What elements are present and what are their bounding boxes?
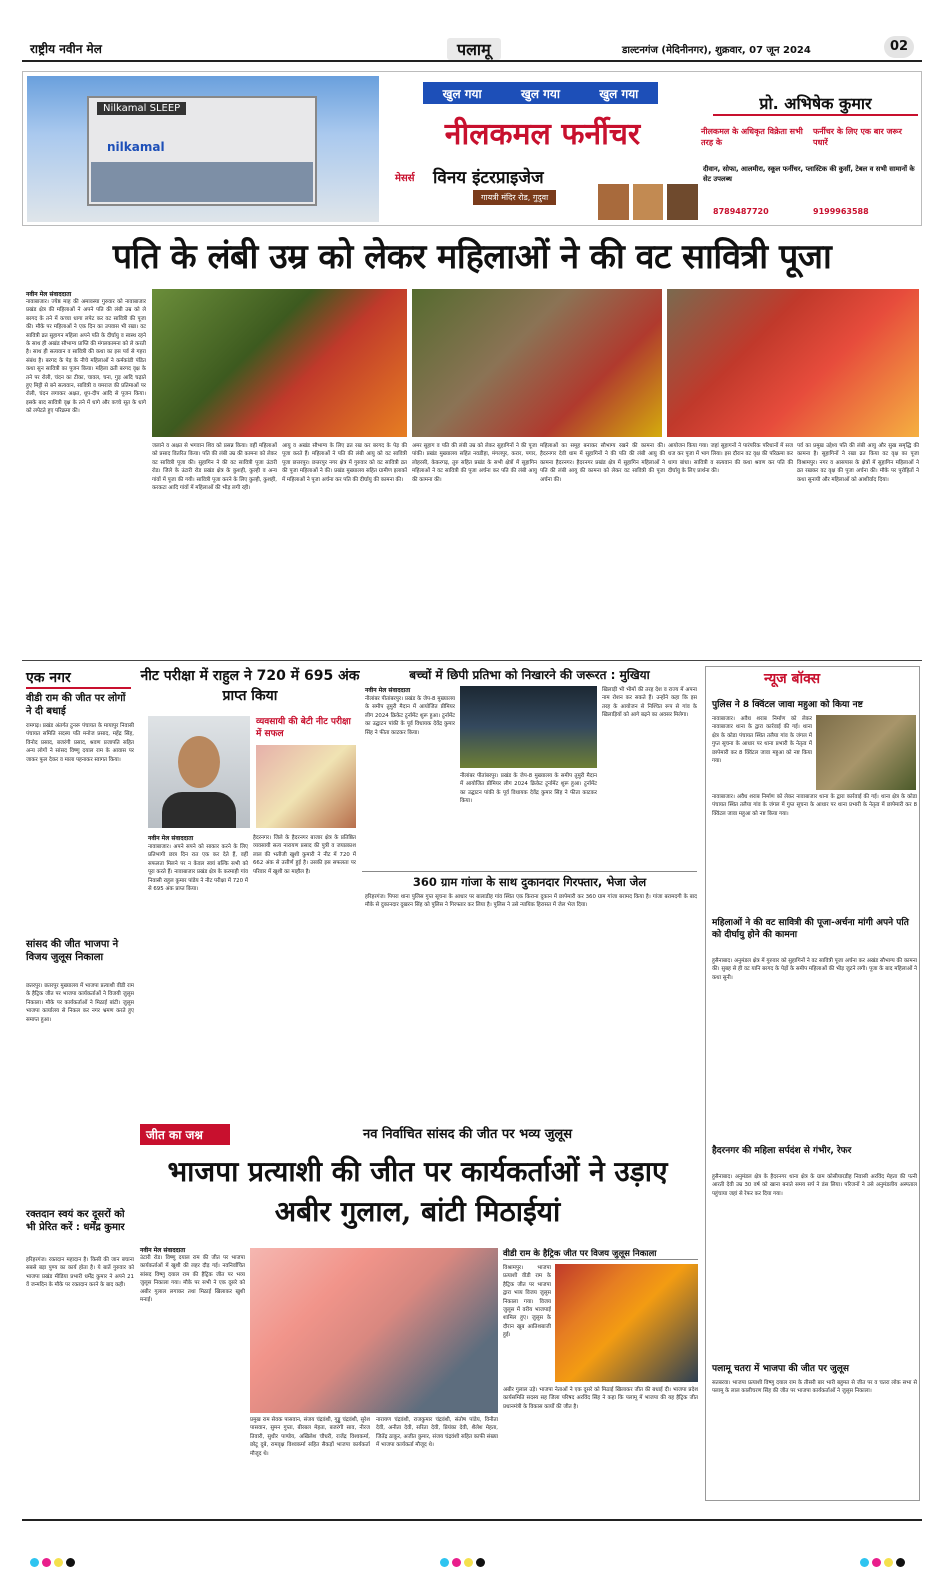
neet-byline: नवीन मेल संवाददाता: [148, 835, 194, 842]
victory-photo-2: [555, 1264, 698, 1382]
lead-col-7: पर्व का प्रमुख उद्देश्य पति की लंबी आयु और सुख समृद्धि की कामना है। सुहागिनों ने रखा व्रत किया वट वृक्ष का पूजा विश्रामपुर। नगर व आसपास के क्षेत्रों में सुहागिन महिलाओं ने व्रत रखकर वट वृक्ष की पूजा अर्चना की। मौके पर पुरोहितों ने कथा सुनायी और महिलाओं को आशीर्वाद दिया।: [797, 443, 919, 483]
student-face: [178, 736, 220, 788]
news-box-headline-1: पुलिस ने 8 क्विंटल जावा महुआ को किया नष्ट: [712, 700, 863, 710]
news-box-body-1b: नावाबाजार। अवैध शराब निर्माण को लेकर नावाबाजार थाना के द्वारा कार्रवाई की गई। थाना क्षेत्र के कोडा पंचायत स्थित तलैया गांव के जंगल में गुप्त सूचना के आधार पर थाना प्रभारी के नेतृत्व में छापेमारी कर 8 क्विंटल जावा महुआ को नष्ट किया गया।: [712, 794, 917, 817]
black-mark: [66, 1558, 75, 1567]
furniture-images: [598, 184, 698, 220]
victory-body-2: प्रमुख राम सेवक पासवान, संजय चंद्रवंशी, गुड्डू चंद्रवंशी, सुरेश पासवान, सुमन गुप्ता, बीरबल मेहता, बजरंगी साव, नीरज तिवारी, सुधीर पाण्डेय, अखिलेश चौधरी, राजेंद्र विश्वकर्मा, छोटू दुबे, रामवृक्ष विश्वकर्मा सहित सैकड़ों भाजपा कार्यकर्ता मौजूद थे।: [250, 1417, 370, 1457]
news-box-headline-3: हैदरनगर की महिला सर्पदंश से गंभीर, रेफर: [712, 1146, 852, 1156]
left-headline-1: वीडी राम की जीत पर लोगों ने दी बधाई: [26, 693, 126, 717]
victory-body-5: अबीर गुलाल उड़े। भाजपा नेताओं ने एक दूसरे को मिठाई खिलाकर जीत की बधाई दी। भाजपा प्रदेश कार्यसमिति सदस्य सह जिला परिषद अरविंद सिंह ने कहा कि पलामू में भाजपा की यह हैट्रिक जीत प्रधानमंत्री के विकास कार्यों की जीत है।: [503, 1387, 698, 1410]
section-label: पलामू: [447, 38, 501, 60]
victory-strap: नव निर्वाचित सांसद की जीत पर भव्य जुलूस: [362, 1127, 573, 1142]
sports-body-2: खिलाड़ी भी भीमों की तरह देश व राज्य में अपना नाम रोशन कर सकते हैं। उन्होंने कहा कि इस तरह के आयोजन से निश्चित रूप से गांव के खिलाड़ियों को आगे बढ़ने का अवसर मिलेगा।: [602, 687, 697, 719]
chair-image: [667, 184, 698, 220]
store-windows: [91, 162, 313, 202]
lead-col-4: अमर सुहाग व पति की लंबी उम्र को लेकर सुहागिनों ने की पूजा पांकी। प्रखंड मुख्यालय सहित नवडीहा, मंगलपुर, करार, पगार, लोहरसी, केकरगढ़, तुरु सहित प्रखंड के सभी क्षेत्रों में सुहागिन महिलाओं ने वट सावित्री की पूजा अर्चना कर पति की लंबी आयु की कामना की।: [412, 443, 537, 483]
firm-name: विनय इंटरप्राइजेज: [433, 168, 544, 188]
victory-body-3: विश्रामपुर। भाजपा प्रत्याशी वीडी राम के हैट्रिक जीत पर भाजपा द्वारा भव्य विजय जुलूस निकाला गया। विजय जुलूस में वरीय भाजपाई शामिल हुए। जुलूस के दौरान खूब आतिशबाजी हुई।: [503, 1265, 551, 1339]
left-body-2: छतरपुर। छतरपुर मुख्यालय में भाजपा प्रत्याशी वीडी राम के हैट्रिक जीत पर भाजपा कार्यकर्ताओं ने विजयी जुलूस निकाला। मौके पर कार्यकर्ताओं ने मिठाई बांटी। जुलूस भाजपा कार्यालय से निकल कर नगर भ्रमण करते हुए समाप्त हुआ।: [26, 983, 134, 1023]
brand-name: नीलकमल फर्नीचर: [444, 117, 641, 152]
ganja-headline: 360 ग्राम गांजा के साथ दुकानदार गिरफ्तार, भेजा जेल: [362, 871, 697, 890]
ad-phone-1: 8789487720: [713, 207, 769, 216]
cyan-mark: [30, 1558, 39, 1567]
lead-byline: नवीन मेल संवाददाता: [26, 291, 72, 298]
lead-photo-3: [667, 289, 919, 437]
opening-text-2: खुल गया: [521, 86, 560, 101]
center-registration-marks: [440, 1552, 488, 1571]
lead-col-2: जलाने व अक्षत से भगवान शिव को प्रसन्न किया। वहीं महिलाओं को प्रसाद वितरित किया। पति की लंबी उम्र की कामना को लेकर वट सावित्री पूजा की। सुहागिन ने की वट सावित्री पूजा उंटारी रोड। जिले के उंटारी रोड प्रखंड क्षेत्र के कुशही, कुल्ही व अन्य गांवों में पूजा की गयी। सावित्री पूजा करने के लिए कुल्ही, कुशही, करकटा आदि गांवों में महिलाओं की भीड़ लगी रही।: [152, 443, 277, 492]
magenta-mark: [452, 1558, 461, 1567]
left-headline-3: रक्तदान स्वयं कर दूसरों को भी प्रेरित करें : धर्मेंद्र कुमार: [26, 1209, 125, 1233]
bed-image: [633, 184, 664, 220]
sports-headline: बच्चों में छिपी प्रतिभा को निखारने की जरूरत : मुखिया: [409, 668, 650, 682]
student-photo: [148, 716, 250, 828]
lead-col-3: आयु व अखंड सौभाग्य के लिए व्रत रख कर बरगद के पेड़ की पूजा करते हैं। महिलाओं ने पति की लंबी आयु को वट सावित्री पूजा छत्तरपुर। छत्तरपुर नगर क्षेत्र में गुरुवार को वट सावित्री व्रत की पूजा महिलाओं ने की। प्रखंड मुख्यालय सहित ग्रामीण इलाकों में महिलाओं ने पूजा अर्चना कर पति की दीर्घायु की कामना की।: [282, 443, 407, 483]
lead-headline: पति के लंबी उम्र को लेकर महिलाओं ने की वट सावित्री पूजा: [112, 237, 832, 277]
store-photo: [27, 76, 379, 222]
furniture-advertisement: [22, 71, 922, 226]
left-body-3: हरिहरगंज। रक्तदान महादान है। किसी की जान बचाना सबसे बड़ा पुण्य का कार्य होता है। ये बातें गुरुवार को भाजपा प्रखंड मीडिया प्रभारी धर्मेंद्र कुमार ने अपने 21 वें जन्मदिन के मौके पर रक्तदान करने के बाद कही।: [26, 1257, 134, 1289]
sports-byline: नवीन मेल संवाददाता: [365, 687, 411, 694]
news-box-body-3: हुसैनाबाद। अनुमंडल क्षेत्र के हैदरनगर थाना क्षेत्र के ग्राम कोसीयारडीह निवासी अरविंद मेहता की पत्नी आरती देवी उम्र 30 वर्ष को खाना बनाते समय सर्प ने डंस लिया। परिजनों ने उसे अनुमंडलीय अस्पताल पहुंचाया जहां से रेफर कर दिया गया।: [712, 1174, 917, 1197]
divider-lead: [22, 660, 922, 661]
lead-photo-1: [152, 289, 407, 437]
page-number: 02: [884, 36, 914, 58]
victory-headline: भाजपा प्रत्याशी की जीत पर कार्यकर्ताओं ने उड़ाए अबीर गुलाल, बांटी मिठाईयां: [167, 1155, 668, 1228]
ad-tagline-1: नीलकमल के अधिकृत विक्रेता सभी तरह के: [701, 127, 803, 147]
opening-banner: [423, 82, 658, 104]
yellow-mark: [54, 1558, 63, 1567]
victory-body-4: नारायण चंद्रवंशी, राजकुमार चंद्रवंशी, संतोष पांडेय, विनीता देवी, अनीता देवी, सरिता देवी, प्रियंका देवी, शैलेश मेहता, जितेंद्र ठाकुर, अजीत कुमार, संजय चंद्रवंशी सहित काफी संख्या में भाजपा कार्यकर्ता मौजूद थे।: [376, 1417, 498, 1449]
right-registration-marks: [860, 1552, 908, 1571]
footer-rule: [22, 1519, 922, 1521]
dateline: डाल्टनगंज (मेदिनीनगर), शुक्रवार, 07 जून 2024: [622, 45, 811, 56]
victory-subhead-2: वीडी राम के हैट्रिक जीत पर विजय जुलूस निकाला: [503, 1248, 698, 1260]
news-box-headline-2: महिलाओं ने की वट सावित्री की पूजा-अर्चना मांगी अपने पति को दीर्घायु होने की कामना: [712, 918, 909, 940]
student-shirt: [162, 792, 236, 828]
lead-col-1: नावाबाजार। ज्येष्ठ माह की अमावस्या गुरुवार को नावाबाजार प्रखंड क्षेत्र की महिलाओं ने अपने पति की लंबी उम्र को ले बरगद के तने में कच्चा धागा लपेट कर वट सावित्री की पूजा की। मौके पर महिलाओं ने एक दिन का उपवास भी रखा। वट सावित्री व्रत सुहागन महिला अपने पति के दीर्घायु व स्वस्थ रहने के साथ ही अखंड सौभाग्य प्राप्ति की मंगलकामना को ले करती है। साथ ही सत्यवान व सावित्री की कथा का इस पर्व से गहरा संबंध है। बरगद के पेड़ के नीचे महिलाओं ने कर्मकांडी पंडित कथा सुन सावित्री का पूजन किया। महिला व्रती बरगद वृक्ष के तने पर रोली, चंदन का टीका, चावल, चना, गुड़ आदि चढ़ाते हुए मिट्टी से बने सत्यवान, सावित्री व यमराज की प्रतिमाओं पर रोली, चंदन लगाकर अक्षत, धूप-दीप आदि से पूजन किया। इसके बाद सावित्री वृक्ष के तने में धागे और कच्चे सूत के धागे को लपेटते हुए परिक्रमा की।: [26, 299, 146, 415]
ganja-body: हरिहरगंज। पिपरा थाना पुलिस गुप्त सूचना के आधार पर बालाडीह गांव स्थित एक किराना दुकान में छापेमारी कर 360 ग्राम गांजा बरामद किया है। गांजा बरामदगी के बाद मौके से दुकानदार दुखरन सिंह को पुलिस ने गिरफ्तार कर लिया है। पुलिस ने उसे न्यायिक हिरासत में जेल भेज दिया।: [365, 894, 697, 909]
masthead: [22, 36, 922, 62]
sports-photo: [460, 686, 597, 768]
color-registration-marks: [30, 1552, 78, 1571]
store-address: गायत्री मंदिर रोड, गुदुवा: [473, 190, 556, 205]
black-mark: [896, 1558, 905, 1567]
ad-phone-2: 9199963588: [813, 207, 869, 216]
neet-subhead: व्यवसायी की बेटी नीट परीक्षा में सफल: [256, 717, 351, 739]
lead-col-6: आयोजन किया गया। जहां सुहागनों ने पारंपरिक परिधानों में सज धज कर पूजा में भाग लिया। इस दौरान वट वृक्ष की परिक्रमा कर धागा बांधा। सावित्री व सत्यवान की कथा श्रवण कर पति की दीर्घायु के लिए प्रार्थना की।: [668, 443, 793, 475]
news-box-body-2: हुसैनाबाद। अनुमंडल क्षेत्र में गुरुवार को सुहागिनों ने वट सावित्री पूजा अर्चना कर अखंड सौभाग्य की कामना की। सुबह से ही वट यानि बरगद के पेड़ों के समीप महिलाओं की भीड़ जुटने लगी। पूजा के बाद महिलाओं ने कथा सुनी।: [712, 958, 917, 981]
victory-body-1: उंटारी रोड। विष्णु दयाल राम की जीत पर भाजपा कार्यकर्ताओं में खुशी की लहर दौड़ गई। नवनिर्वाचित सांसद विष्णु दयाल राम की हैट्रिक जीत पर भव्य जुलूस निकाला गया। मौके पर सभी ने एक दूसरे को अबीर गुलाल लगाकर तथा मिठाई खिलाकर खुशी मनाई।: [140, 1255, 245, 1304]
sofa-image: [598, 184, 629, 220]
left-kicker: एक नगर: [26, 668, 131, 689]
magenta-mark: [872, 1558, 881, 1567]
news-box-body-4: सतबरवा। भाजपा प्रत्याशी विष्णु दयाल राम के तीसरी बार भारी बहुमत से जीत पर व चतरा लोक सभा से पलामू के लाल कालीचरण सिंह की जीत पर भाजपा कार्यकर्ताओं ने जुलूस निकाला।: [712, 1380, 917, 1395]
sports-body-3: नीलांबर पीतांबरपुर। प्रखंड के जेप-8 मुख्यालय के समीप तुमुरी मैदान में आयोजित प्रीमियर लीग 2024 क्रिकेट टूर्नामेंट शुरू हुआ। टूर्नामेंट का उद्घाटन पांकी के पूर्व विधायक देवेंद्र कुमार सिंह ने फीता काटकर किया।: [460, 773, 597, 805]
news-box-kicker: न्यूज बॉक्स: [764, 671, 821, 687]
paper-name: राष्ट्रीय नवीन मेल: [30, 42, 102, 56]
neet-body-1: नावाबाजार। अपने सपने को साकार करने के लिए प्रतिभागी छात्र दिन रात एक कर देते हैं, वहीं सफलता मिलने पर न केवल स्वयं बल्कि सभी को पूरा करते हैं। नावाबाजार प्रखंड क्षेत्र के करमाही गांव निवासी राहुल कुमार पांडेय ने नीट परीक्षा में 720 में से 695 अंक प्राप्त किया।: [148, 844, 248, 893]
black-mark: [476, 1558, 485, 1567]
yellow-mark: [464, 1558, 473, 1567]
neet-photo-2: [256, 745, 356, 828]
store-sign-2: nilkamal: [107, 140, 165, 154]
neet-headline: नीट परीक्षा में राहुल ने 720 में 695 अंक प्राप्त किया: [140, 668, 360, 704]
proprietor-name: प्रो. अभिषेक कुमार: [713, 92, 918, 116]
yellow-mark: [884, 1558, 893, 1567]
magenta-mark: [42, 1558, 51, 1567]
ad-tagline-2: फर्नीचर के लिए एक बार जरूर पधारें: [813, 127, 902, 147]
firm-prefix: मेसर्स: [395, 173, 415, 184]
left-body-1: रामगढ़। प्रखंड अंतर्गत टुनरू पंचायत के मायापुर निवासी पंचायत समिति सदस्य पति मनोज प्रसाद, महेंद्र सिंह, विनोद प्रसाद, बजरंगी प्रसाद, श्रवण प्रजापति सहित अन्य लोगों ने सांसद विष्णु दयाल राम के आवास पर जाकर फूल देकर व माला पहनाकर स्वागत किया।: [26, 723, 134, 763]
news-box-photo: [816, 715, 916, 790]
store-sign: Nilkamal SLEEP: [97, 102, 186, 115]
lead-col-5: महिलाओं का समूह बनाकर सौभाग्य रखने की कामना की। हैदरनगर देवी धाम में सुहागिनों ने की पति की लंबी आयु की कामना हैदरनगर। हैदरनगर प्रखंड क्षेत्र में सुहागिन महिलाओं ने पति की लंबी आयु की कामना को लेकर वट सावित्री की पूजा अर्चना की।: [540, 443, 665, 483]
cyan-mark: [860, 1558, 869, 1567]
neet-body-2: हैदरनगर। जिले के हैदरनगर बाजार क्षेत्र के प्रतिष्ठित व्यवसायी सत्य नारायण प्रसाद की पुत्री व जयप्रकाश लाल की भतीजी खुशी कुमारी ने नीट में 720 में 662 अंक से उत्तीर्ण हुई है। उसकी इस सफलता पर परिवार में खुशी का माहौल है।: [253, 835, 356, 875]
news-box: [705, 666, 920, 1501]
news-box-headline-4: पलामू चतरा में भाजपा की जीत पर जुलूस: [712, 1364, 849, 1374]
cyan-mark: [440, 1558, 449, 1567]
sports-body-1: नीलांबर पीतांबरपुर। प्रखंड के जेप-8 मुख्यालय के समीप तुमुरी मैदान में आयोजित प्रीमियर लीग 2024 क्रिकेट टूर्नामेंट शुरू हुआ। टूर्नामेंट का उद्घाटन पांकी के पूर्व विधायक देवेंद्र कुमार सिंह ने फीता काटकर किया।: [365, 696, 455, 736]
victory-byline: नवीन मेल संवाददाता: [140, 1247, 186, 1254]
opening-text-1: खुल गया: [442, 86, 482, 101]
news-box-body-1: नावाबाजार। अवैध शराब निर्माण को लेकर नावाबाजार थाना के द्वारा कार्रवाई की गई। थाना क्षेत्र के कोडा पंचायत स्थित तलैया गांव के जंगल में गुप्त सूचना के आधार पर थाना प्रभारी के नेतृत्व में छापेमारी कर 8 क्विंटल जावा महुआ को नष्ट किया गया।: [712, 716, 812, 765]
opening-text-3: खुल गया: [599, 86, 639, 101]
lead-photo-2: [412, 289, 662, 437]
victory-kicker: जीत का जश्न: [140, 1124, 230, 1145]
left-headline-2: सांसद की जीत भाजपा ने विजय जुलूस निकाला: [26, 939, 119, 963]
ad-items: दीवान, सोफा, आलमीरा, स्कूल फर्नीचर, प्लास्टिक की कुर्सी, टेबल व सभी सामानों के सेट उपलब्ध: [703, 165, 915, 183]
victory-photo-1: [250, 1248, 498, 1413]
